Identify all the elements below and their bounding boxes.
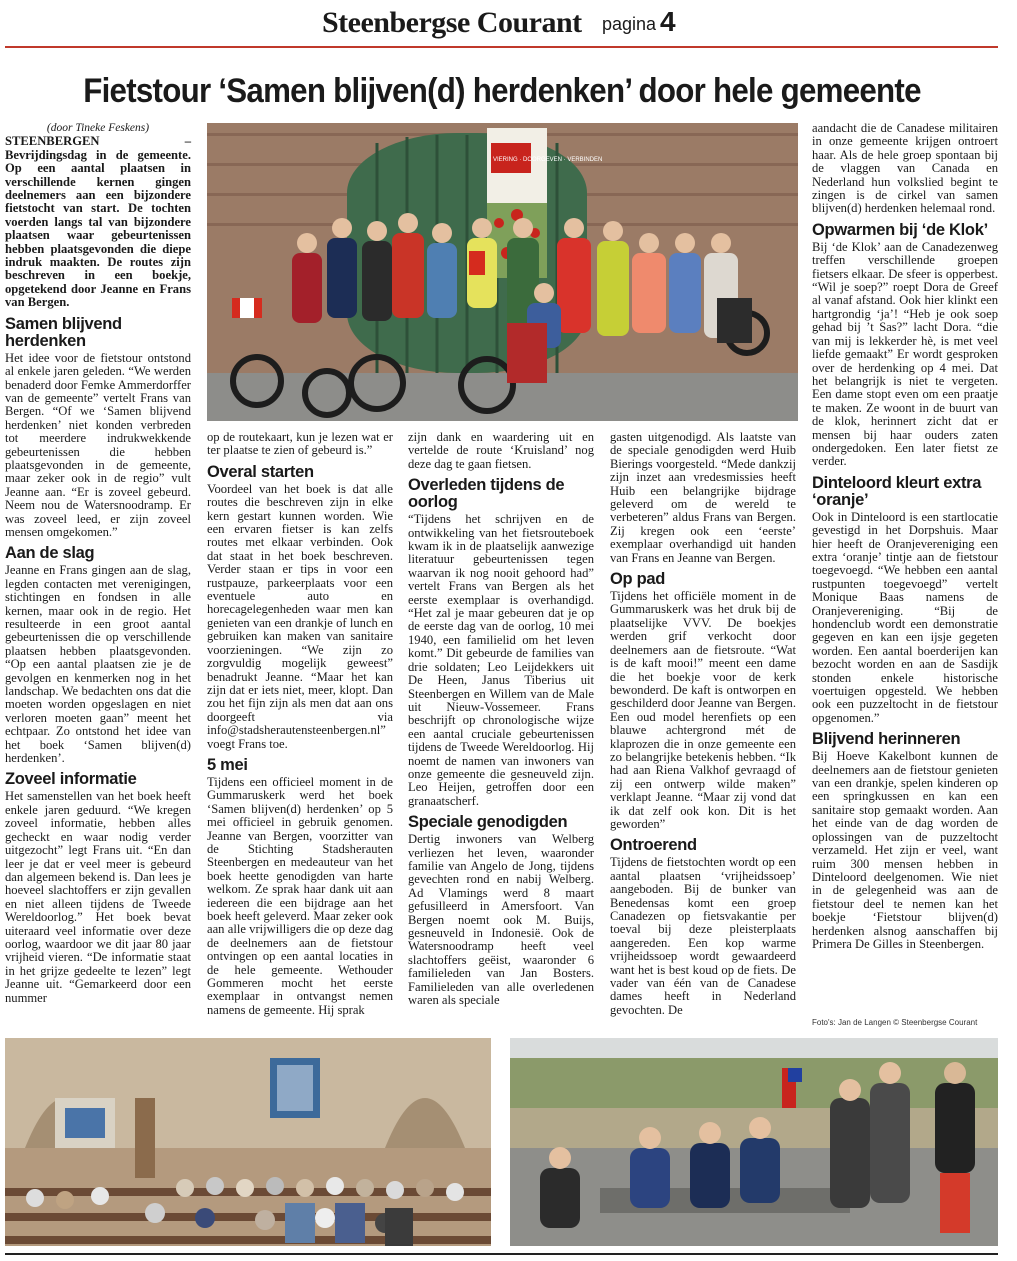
body-text: aandacht die de Canadese militairen in onze gemeente krijgen ontroert haar. Als de hele groep spontaan bij de vlaggen van Canada en Nederland hun volkslied begint te zingen is de cirkel van samen blijven(d) herdenken helemaal rond. (812, 121, 998, 216)
newspaper-name: Steenbergse Courant (322, 6, 582, 39)
subheading: 5 mei (207, 755, 248, 774)
body-text: Bij ‘de Klok’ aan de Canadezenweg treffen verschillende groepen fietsers elkaar. De sfeer is opperbest. “Wil je soep?” roept Dora de Greef al vanaf afstand. Ook hier klinkt een hartgrondig ‘ja’! “Heb je ook soep gehad bij ’t Sas?” lacht Dora. “die van mij is lekkerder hè, is met veel liefde gemaakt” Er wordt gesproken over de herdenking op 4 mei. Dat het belangrijk is niet te vergeten. Een dame stopt even om een praatje te maken. Ze woont in de buurt van de klok, herinnert zicht dat er mensen bij haar ouders zaten ondergedoken. Een later fietst ze verder. (812, 239, 998, 469)
body-text: Het samenstellen van het boek heeft enkele jaren geduurd. “We kregen zoveel informatie, hebben alles gecheckt en waar nodig verder uitgezocht” legt Frans uit. “En dan leer je dat er veel meer is gebeurd dan algemeen bekend is. Dan lees je hoeveel slachtoffers er zijn gevallen en niet alleen tijdens de Tweede Wereldoorlog.” Het boek bevat uiteraard veel informatie over deze oorlog, waardoor we dit jaar 80 jaar vrijheid vieren. “De informatie staat in het grijze gedeelte te lezen” legt Jeanne uit. “Gemarkeerd door een nummer (5, 789, 191, 1005)
lead-paragraph: STEENBERGEN – Bevrijdingsdag in de gemeente. Op een aantal plaatsen in verschillende kernen gingen deelnemers aan een bijzondere fietstocht van start. De tochten voerden langs tal van bijzondere plaatsen waar gebeurtenissen hebben plaatsgevonden die diepe indruk maakten. De routes zijn beschreven in een boekje, opgetekend door Jeanne en Frans van Bergen. (5, 134, 191, 310)
subheading: Aan de slag (5, 544, 95, 563)
byline: (door Tineke Feskens) (46, 122, 150, 134)
body-text: gasten uitgenodigd. Als laatste van de speciale genodigden werd Huib Bierings voorgesteld. “Mede dankzij zijn inzet aan vredesmissies heeft Huib een belangrijke bijdrage geleverd om de wereld te verbeteren” aldus Frans van Bergen. Zij kregen ook een ‘eerste’ exemplaar overhandigd uit handen van Frans en Jeanne van Bergen. (610, 430, 796, 565)
body-text: Voordeel van het boek is dat alle routes die beschreven zijn in elke kern gestart kunnen worden. Wie een ervaren fietser is kan zelfs routes met elkaar verbinden. Ook dat staat in het boek beschreven. Verder staan er tips in voor een rustpauze, parkeerplaats voor een eventuele auto en horecagelegenheden waar men kan genieten van een drankje of lunch en gebruiken kan maken van sanitaire voorzieningen. “We zijn zo zorgvuldig mogelijk geweest” benadrukt Jeanne. “Maar het kan zijn dat er iets niet, meer, klopt. Dan zou het fijn zijn als men dat aan ons doorgeeft via info@stadsherautensteenbergen.nl” voegt Frans toe. (207, 481, 393, 751)
column-3 (408, 431, 594, 1007)
banner-text: VIERING · DOORGEVEN · VERBINDEN (493, 157, 603, 163)
body-text: Tijdens het officiële moment in de Gummaruskerk was het druk bij de plaatselijke VVV. De boekjes werden grif verkocht door deelnemers aan de fietsroute. “Wat is de kaft mooi!” meent een dame die het boekje voor de kerk bewonderd. De kaft is ontworpen en geschilderd door Jeanne van Bergen. Een oud model herenfiets op een blauwe achtergrond mét de klaprozen die in onze gemeente een zo belangrijke betekenis hebben. “Ik had aan Riena Valkhof gevraagd of zij een ontwerp wilde maken” verklapt Jeanne. “Maar zij vond dat ik dat zelf ook kon. Dit is het geworden” (610, 589, 796, 831)
body-text: Tijdens de fietstochten wordt op een aantal plaatsen ‘vrijheidssoep’ aangeboden. Bij de bunker van Benedensas komt een groep Canadezen op fietsvakantie per toeval bij deze pleisterplaats aangereden. Een kop warme vrijheidssoep wordt gewaardeerd want het is best koud op de fiets. De vader van één van de Canadese dames heeft in Nederland gevochten. De (610, 855, 796, 1017)
column-5 (812, 122, 998, 951)
subheading: Samen blijvend herdenken (5, 314, 122, 350)
body-text: Tijdens een officieel moment in de Gummaruskerk werd het boek ‘Samen blijven(d) herdenken’ op 5 mei officieel in gebruik genomen. Jeanne van Bergen, voorzitter van de Stichting Stadsherauten Steenbergen en medeauteur van het boek heette genodigden van harte welkom. Ze sprak haar dank uit aan iedereen die een bijdrage aan het boek heeft geleverd. Maar zeker ook aan alle vrijwilligers die op deze dag de deelnemers aan de fietstour ontvingen op een aantal locaties in de hele gemeente. Wethouder Gommeren mocht het eerste exemplaar in ontvangst nemen namens de gemeente. Hij sprak (207, 774, 393, 1017)
page-label: pagina (602, 14, 657, 34)
subheading: Opwarmen bij ‘de Klok’ (812, 220, 988, 239)
body-text: Dertig inwoners van Welberg verliezen het leven, waaronder familie van Angelo de Jong, tijdens gevechten rond en nabij Welberg. Ad Vlamings werd 8 maart gefusilleerd in Amersfoort. Van Bergen noemt ook M. Buijs, gesneuveld in Indonesië. Ook de Watersnoodramp heeft veel slachtoffers geëist, waaronder 6 familieleden van Jan Bosters. Familieleden van alle overledenen waren als speciale (408, 832, 594, 1008)
subheading: Overal starten (207, 462, 314, 481)
masthead (0, 0, 1017, 48)
body-text: zijn dank en waardering uit en vertelde de route ‘Kruisland’ nog deze dag te gaan fietsen. (408, 430, 594, 471)
soup-break-photo (510, 1038, 998, 1246)
subheading: Overleden tijdens de oorlog (408, 476, 565, 512)
page-number: 4 (660, 6, 676, 37)
page-bottom-rule (5, 1253, 998, 1255)
subheading: Op pad (610, 570, 666, 589)
cyclists-group-image (207, 123, 798, 421)
photo-credit: Foto's: Jan de Langen © Steenbergse Courant (812, 1018, 978, 1027)
church-image (5, 1038, 491, 1246)
column-4 (610, 431, 796, 1017)
subheading: Dinteloord kleurt extra ‘oranje’ (812, 473, 982, 509)
church-photo (5, 1038, 491, 1246)
body-text: op de routekaart, kun je lezen wat er ter plaatse te zien of gebeurd is.” (207, 430, 393, 458)
body-text: Het idee voor de fietstour ontstond al enkele jaren geleden. “We werden benaderd door Femke Ammerdorffer van de gemeente” vertelt Frans van Bergen. “Of we ‘Samen blijvend herdenken’ niet konden verbreden tot meerdere indrukwekkende gebeurtenissen die hebben plaatsgevonden in de gemeente, maar zeker ook in de regio” vult Jeanne aan. “Er is zoveel gebeurd. Neem nou de Watersnoodramp. Er was zoveel leed, er zijn zoveel mensen omgekomen.” (5, 350, 191, 539)
body-text: Bij Hoeve Kakelbont kunnen de deelnemers aan de fietstour genieten van een drankje, spelen kinderen op een springkussen en kan een sanitaire stop gemaakt worden. Aan het einde van de dag worden de oplossingen van de puzzeltocht verzameld. Het zijn er veel, want ruim 300 mensen hebben in Dinteloord deelgenomen. Wie niet in de gelegenheid was aan de fietstour deel te nemen kan het boekje ‘Fietstour blijven(d) herdenken alsnog aanschaffen bij Primera De Gilles in Steenbergen. (812, 749, 998, 951)
masthead-divider (5, 46, 998, 48)
article-headline: Fietstour ‘Samen blijven(d) herdenken’ door hele gemeente (83, 72, 921, 110)
column-2 (207, 431, 393, 1017)
soup-break-image (510, 1038, 998, 1246)
column-1 (5, 122, 191, 1005)
subheading: Ontroerend (610, 836, 697, 855)
body-text: “Tijdens het schrijven en de ontwikkeling van het fietsrouteboek kwam ik in de plaatselijk aanwezige literatuur gebeurtenissen tegen waarvan ik nog nooit gehoord had” vertelt Frans van Bergen als het eerste exemplaar is overhandigd. “Het zal je maar gebeuren dat je op de eerste dag van de oorlog, 10 mei 1940, een familielid om het leven komt.” Dit gebeurde de families van drie soldaten; Leo Leijdekkers uit De Heen, Janus Tiberius uit Steenbergen en Willem van de Male uit Nieuw-Vossemeer. Frans beschrijft op chronologische wijze een aantal cruciale gebeurtenissen tijdens de Tweede Wereldoorlog. Hij noemt de namen van inwoners van onze gemeente die gesneuveld zijn. Leo Heijen, getroffen door een granaatscherf. (408, 512, 594, 808)
subheading: Speciale genodigden (408, 813, 568, 832)
subheading: Blijvend herinneren (812, 730, 961, 749)
body-text: Ook in Dinteloord is een startlocatie gevestigd in het Dorpshuis. Maar hier heeft de Oranjevereniging een extra ‘oranje’ tintje aan de fietstour toegevoegd. “We hebben een aantal rustpunten toegevoegd” vertelt Monique Baas namens de Oranjevereniging. “Bij de hondenclub wordt een demonstratie gegeven en kan een ijsje gegeten worden. Een aantal boerderijen kan bezocht worden en aan de Sasdijk stonden enkele historische voertuigen opgesteld. We hebben ook een puzzeltocht in de fietstour opgenomen.” (812, 509, 998, 725)
subheading: Zoveel informatie (5, 770, 137, 789)
body-text: Jeanne en Frans gingen aan de slag, legden contacten met verenigingen, stichtingen en fondsen in alle kernen, maar ook in de regio. Het resulteerde in een groot aantal gebeurtenissen die op verschillende plaatsen hebben plaatsgevonden. “Op een aantal plaatsen zie je de gevolgen en kenmerken nog in het landschap. We bedachten ons dat die moeten worden opgeslagen en niet verloren moeten gaan” meent het echtpaar. Zo ontstond het idee van het boek ‘Samen blijven(d) herdenken’. (5, 563, 191, 766)
cyclists-group-photo (207, 123, 798, 421)
